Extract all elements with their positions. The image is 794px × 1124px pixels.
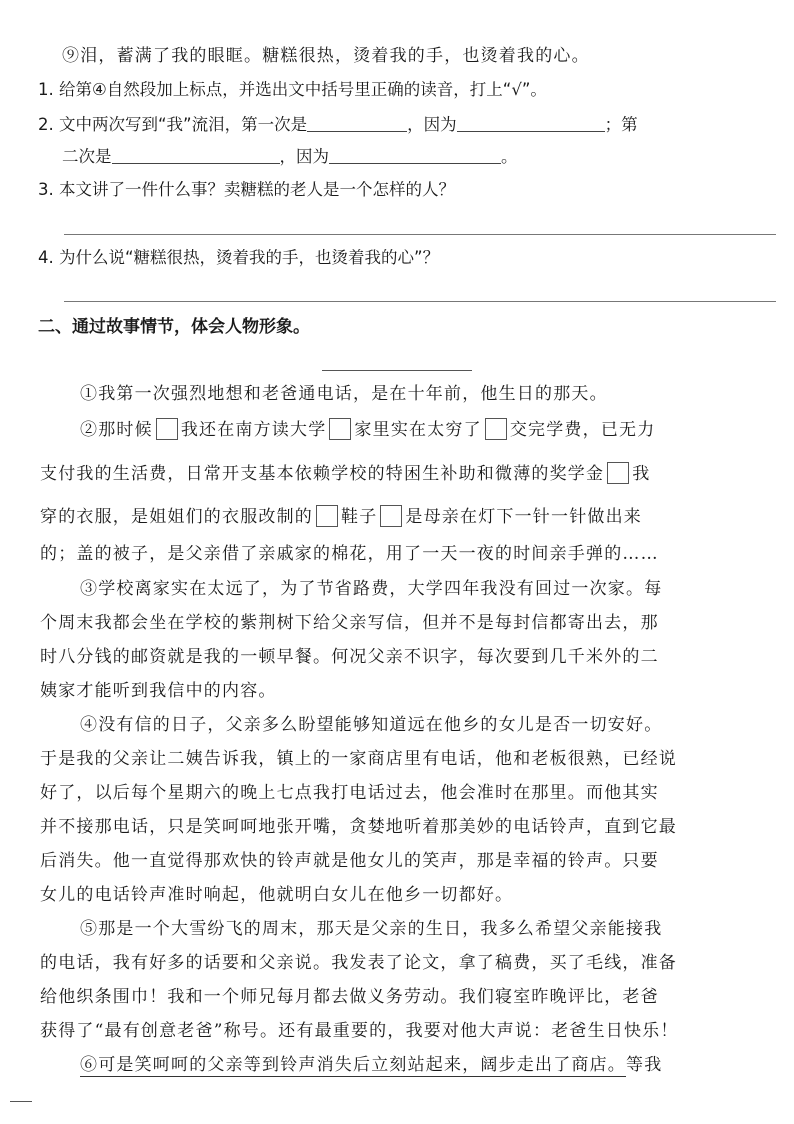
passage-paragraph-1: ①我第一次强烈地想和老爸通电话，是在十年前，他生日的那天。: [80, 384, 608, 404]
question-2-text-d: 二次是: [62, 147, 112, 166]
p2-text-c: 家里实在太穷了: [354, 420, 482, 440]
section-title: 二、通过故事情节，体会人物形象。: [38, 317, 310, 337]
passage-title-blank[interactable]: [322, 370, 472, 371]
p2-text-d: 交完学费，已无力: [509, 420, 656, 440]
answer-blank-4[interactable]: [329, 145, 501, 164]
question-3: 3. 本文讲了一件什么事？卖糖糕的老人是一个怎样的人？: [38, 180, 455, 199]
passage-paragraph-2-line-2: [40, 460, 770, 488]
punctuation-box-6[interactable]: [380, 505, 402, 527]
question-2: [38, 111, 770, 139]
question-2-continued: [62, 143, 770, 171]
passage-paragraph-4-line-5: 后消失。他一直觉得那欢快的铃声就是他女儿的笑声，那是幸福的铃声。只要: [40, 851, 659, 871]
passage-paragraph-4-line-4: 并不接那电话，只是笑呵呵地张开嘴，贪婪地听着那美妙的电话铃声，直到它最: [40, 817, 677, 837]
passage-paragraph-4-line-3: 好了，以后每个星期六的晚上七点我打电话过去，他会准时在那里。而他其实: [40, 783, 659, 803]
paragraph-9: ⑨泪，蓄满了我的眼眶。糖糕很热，烫着我的手，也烫着我的心。: [62, 46, 590, 66]
p2-text-i: 是母亲在灯下一针一针做出来: [405, 507, 643, 527]
p2-text-g: 穿的衣服，是姐姐们的衣服改制的: [40, 507, 313, 527]
punctuation-box-1[interactable]: [156, 418, 178, 440]
passage-paragraph-2-line-1: [80, 416, 770, 444]
passage-paragraph-3-line-3: 时八分钱的邮资就是我的一顿早餐。何况父亲不识字，每次要到几千米外的二: [40, 647, 659, 667]
question-2-text-b: ，因为: [407, 115, 457, 134]
underlined-sentence: ⑥可是笑呵呵的父亲等到铃声消失后立刻站起来，阔步走出了商店。: [80, 1055, 626, 1075]
passage-paragraph-5-line-1: ⑤那是一个大雪纷飞的周末，那天是父亲的生日，我多么希望父亲能接我: [80, 919, 663, 939]
question-2-text-a: 2. 文中两次写到“我”流泪，第一次是: [38, 115, 308, 134]
passage-paragraph-5-line-3: 给他织条围巾！我和一个师兄每月都去做义务劳动。我们寝室昨晚评比，老爸: [40, 987, 659, 1007]
answer-blank-2[interactable]: [457, 113, 605, 132]
answer-blank-3[interactable]: [112, 145, 280, 164]
passage-paragraph-5-line-2: 的电话，我有好多的话要和父亲说。我发表了论文，拿了稿费，买了毛线，准备: [40, 953, 677, 973]
question-2-text-c: ；第: [604, 115, 638, 134]
p2-text-a: ②那时候: [80, 420, 153, 440]
passage-paragraph-3-line-4: 姨家才能听到我信中的内容。: [40, 681, 277, 701]
answer-blank-1[interactable]: [307, 113, 407, 132]
punctuation-box-5[interactable]: [316, 505, 338, 527]
p6-text-tail: 等我: [626, 1055, 663, 1075]
passage-paragraph-3-line-1: ③学校离家实在太远了，为了节省路费，大学四年我没有回过一次家。每: [80, 579, 663, 599]
p2-text-e: 支付我的生活费，日常开支基本依赖学校的特困生补助和微薄的奖学金: [40, 464, 605, 484]
passage-paragraph-3-line-2: 个周末我都会坐在学校的紫荆树下给父亲写信，但并不是每封信都寄出去，那: [40, 613, 659, 633]
punctuation-box-4[interactable]: [607, 462, 629, 484]
punctuation-box-3[interactable]: [485, 418, 507, 440]
passage-paragraph-2-line-3: [40, 503, 770, 531]
p2-text-f: 我: [632, 464, 651, 484]
passage-paragraph-4-line-2: 于是我的父亲让二姨告诉我，镇上的一家商店里有电话，他和老板很熟，已经说: [40, 749, 677, 769]
footer-mark: [10, 1101, 32, 1102]
passage-paragraph-6-line-1: [80, 1051, 770, 1079]
question-2-text-e: ，因为: [279, 147, 329, 166]
question-1: 1. 给第④自然段加上标点，并选出文中括号里正确的读音，打上“√”。: [38, 80, 547, 99]
question-4: 4. 为什么说“糖糕很热，烫着我的手，也烫着我的心”？: [38, 248, 440, 267]
question-2-text-f: 。: [501, 147, 518, 166]
answer-line-q3[interactable]: [64, 234, 776, 235]
passage-paragraph-4-line-6: 女儿的电话铃声准时响起，他就明白女儿在他乡一切都好。: [40, 885, 514, 905]
p2-text-h: 鞋子: [341, 507, 378, 527]
passage-paragraph-4-line-1: ④没有信的日子，父亲多么盼望能够知道远在他乡的女儿是否一切安好。: [80, 715, 663, 735]
p2-text-b: 我还在南方读大学: [180, 420, 327, 440]
punctuation-box-2[interactable]: [329, 418, 351, 440]
answer-line-q4[interactable]: [64, 301, 776, 302]
passage-paragraph-2-line-4: 的；盖的被子，是父亲借了亲戚家的棉花，用了一天一夜的时间亲手弹的……: [40, 544, 659, 564]
passage-paragraph-5-line-4: 获得了“最有创意老爸”称号。还有最重要的，我要对他大声说：老爸生日快乐！: [40, 1021, 679, 1041]
